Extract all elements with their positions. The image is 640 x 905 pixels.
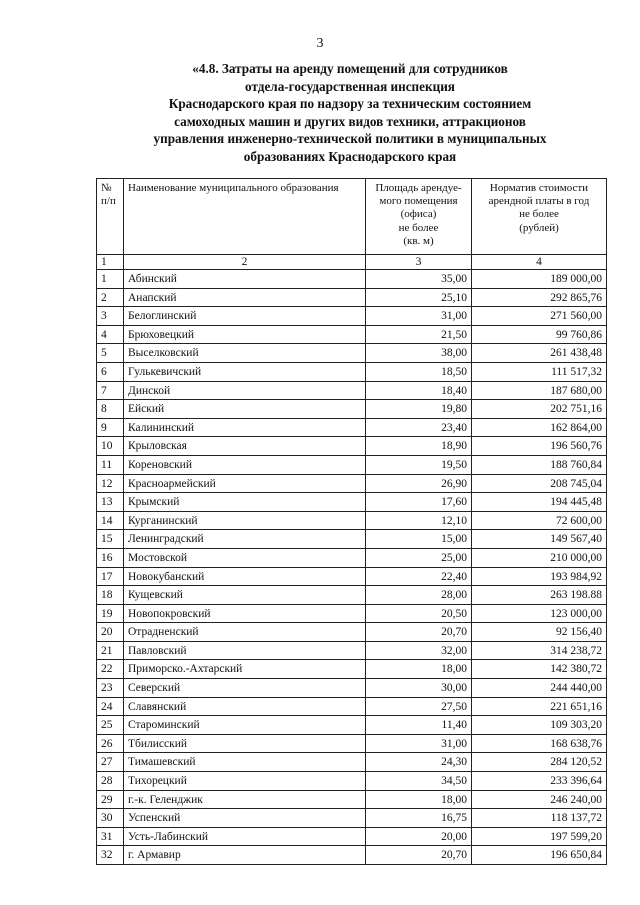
municipality-name: Тихорецкий [124, 772, 366, 791]
rent-norms-table [96, 178, 607, 865]
table-row [97, 734, 607, 753]
area-value: 26,90 [366, 474, 472, 493]
rent-rate-value: 111 517,32 [472, 362, 607, 381]
table-row [97, 846, 607, 865]
row-number: 16 [97, 548, 124, 567]
rent-rate-value: 314 238,72 [472, 641, 607, 660]
area-value: 18,00 [366, 790, 472, 809]
row-number: 6 [97, 362, 124, 381]
column-index: 1 [97, 255, 124, 270]
table-row [97, 604, 607, 623]
row-number: 2 [97, 288, 124, 307]
row-number: 3 [97, 307, 124, 326]
header-area-line: (кв. м) [403, 234, 434, 247]
rent-rate-value: 246 240,00 [472, 790, 607, 809]
row-number: 12 [97, 474, 124, 493]
row-number: 11 [97, 455, 124, 474]
rent-rate-value: 208 745,04 [472, 474, 607, 493]
area-value: 18,90 [366, 437, 472, 456]
table-row [97, 325, 607, 344]
row-number: 7 [97, 381, 124, 400]
table-row [97, 381, 607, 400]
municipality-name: Кореновский [124, 455, 366, 474]
row-number: 28 [97, 772, 124, 791]
rent-rate-value: 162 864,00 [472, 418, 607, 437]
header-rent-rate [472, 179, 607, 255]
area-value: 20,70 [366, 846, 472, 865]
area-value: 19,50 [366, 455, 472, 474]
rent-rate-value: 188 760,84 [472, 455, 607, 474]
rent-rate-value: 233 396,64 [472, 772, 607, 791]
rent-rate-value: 72 600,00 [472, 511, 607, 530]
rent-rate-value: 168 638,76 [472, 734, 607, 753]
document-title [100, 60, 600, 166]
area-value: 20,70 [366, 623, 472, 642]
title-line: отдела-государственная инспекция [245, 78, 455, 94]
rent-rate-value: 123 000,00 [472, 604, 607, 623]
table-row [97, 418, 607, 437]
area-value: 12,10 [366, 511, 472, 530]
area-value: 23,40 [366, 418, 472, 437]
header-rate-line: Норматив стоимости [489, 182, 589, 194]
municipality-name: Приморско.-Ахтарский [124, 660, 366, 679]
row-number: 17 [97, 567, 124, 586]
municipality-name: Павловский [124, 641, 366, 660]
municipality-name: Успенский [124, 809, 366, 828]
header-number [97, 179, 124, 255]
municipality-name: Северский [124, 679, 366, 698]
rent-rate-value: 92 156,40 [472, 623, 607, 642]
row-number: 20 [97, 623, 124, 642]
table-row [97, 493, 607, 512]
header-rate-line: не более [519, 208, 559, 221]
table-row [97, 679, 607, 698]
table-row [97, 697, 607, 716]
municipality-name: Ленинградский [124, 530, 366, 549]
rent-rate-value: 99 760,86 [472, 325, 607, 344]
municipality-name: Крыловская [124, 437, 366, 456]
row-number: 25 [97, 716, 124, 735]
municipality-name: Усть-Лабинский [124, 827, 366, 846]
row-number: 14 [97, 511, 124, 530]
row-number: 9 [97, 418, 124, 437]
header-area-line: не более [398, 221, 439, 234]
table-row [97, 790, 607, 809]
table-row [97, 437, 607, 456]
row-number: 23 [97, 679, 124, 698]
area-value: 11,40 [366, 716, 472, 735]
area-value: 17,60 [366, 493, 472, 512]
municipality-name: Белоглинский [124, 307, 366, 326]
table-body [97, 270, 607, 865]
table-row [97, 474, 607, 493]
area-value: 24,30 [366, 753, 472, 772]
area-value: 30,00 [366, 679, 472, 698]
area-value: 19,80 [366, 400, 472, 419]
row-number: 27 [97, 753, 124, 772]
rent-rate-value: 189 000,00 [472, 270, 607, 289]
area-value: 20,00 [366, 827, 472, 846]
header-rate-line: (рублей) [519, 221, 559, 234]
rent-rate-value: 196 650,84 [472, 846, 607, 865]
page-number: 3 [316, 36, 324, 51]
rent-rate-value: 109 303,20 [472, 716, 607, 735]
column-index: 3 [366, 255, 472, 270]
header-number-line: п/п [101, 195, 116, 208]
area-value: 28,00 [366, 586, 472, 605]
rent-rate-value: 194 445,48 [472, 493, 607, 512]
municipality-name: Анапский [124, 288, 366, 307]
row-number: 18 [97, 586, 124, 605]
area-value: 27,50 [366, 697, 472, 716]
area-value: 31,00 [366, 307, 472, 326]
table-row [97, 623, 607, 642]
rent-rate-value: 118 137,72 [472, 809, 607, 828]
header-area-line: мого помещения [379, 195, 458, 208]
header-number-line: № [101, 182, 112, 194]
row-number: 31 [97, 827, 124, 846]
row-number: 1 [97, 270, 124, 289]
header-area-line: Площадь арендуе- [375, 182, 462, 194]
municipality-name: Крымский [124, 493, 366, 512]
municipality-name: Динской [124, 381, 366, 400]
rent-rate-value: 284 120,52 [472, 753, 607, 772]
municipality-name: Курганинский [124, 511, 366, 530]
row-number: 30 [97, 809, 124, 828]
municipality-name: Тимашевский [124, 753, 366, 772]
municipality-name: Мостовской [124, 548, 366, 567]
area-value: 21,50 [366, 325, 472, 344]
table-row [97, 660, 607, 679]
table-row [97, 753, 607, 772]
title-line: самоходных машин и других видов техники, аттракционов [174, 113, 526, 129]
area-value: 32,00 [366, 641, 472, 660]
area-value: 38,00 [366, 344, 472, 363]
row-number: 13 [97, 493, 124, 512]
municipality-name: Красноармейский [124, 474, 366, 493]
municipality-name: Отрадненский [124, 623, 366, 642]
rent-rate-value: 149 567,40 [472, 530, 607, 549]
row-number: 8 [97, 400, 124, 419]
rent-rate-value: 292 865,76 [472, 288, 607, 307]
municipality-name: Славянский [124, 697, 366, 716]
municipality-name: Выселковский [124, 344, 366, 363]
table-row [97, 586, 607, 605]
area-value: 15,00 [366, 530, 472, 549]
municipality-name: Староминский [124, 716, 366, 735]
rent-rate-value: 210 000,00 [472, 548, 607, 567]
table-row [97, 809, 607, 828]
municipality-name: Брюховецкий [124, 325, 366, 344]
table-row [97, 548, 607, 567]
table-row [97, 567, 607, 586]
area-value: 18,50 [366, 362, 472, 381]
area-value: 18,00 [366, 660, 472, 679]
area-value: 25,10 [366, 288, 472, 307]
table-row [97, 307, 607, 326]
rent-rate-value: 197 599,20 [472, 827, 607, 846]
municipality-name: г. Армавир [124, 846, 366, 865]
row-number: 32 [97, 846, 124, 865]
rent-rate-value: 196 560,76 [472, 437, 607, 456]
rent-rate-value: 221 651,16 [472, 697, 607, 716]
table-row [97, 827, 607, 846]
table-row [97, 772, 607, 791]
table-header-row [97, 179, 607, 255]
header-area-line: (офиса) [400, 208, 437, 221]
table-row [97, 344, 607, 363]
row-number: 26 [97, 734, 124, 753]
title-line: образованиях Краснодарского края [243, 148, 457, 164]
area-value: 35,00 [366, 270, 472, 289]
municipality-name: Абинский [124, 270, 366, 289]
column-index: 4 [472, 255, 607, 270]
municipality-name: Гулькевичский [124, 362, 366, 381]
municipality-name: Калининский [124, 418, 366, 437]
municipality-name: Новопокровский [124, 604, 366, 623]
row-number: 10 [97, 437, 124, 456]
column-index: 2 [124, 255, 366, 270]
rent-rate-value: 271 560,00 [472, 307, 607, 326]
municipality-name: Ейский [124, 400, 366, 419]
row-number: 21 [97, 641, 124, 660]
row-number: 22 [97, 660, 124, 679]
rent-rate-value: 202 751,16 [472, 400, 607, 419]
area-value: 25,00 [366, 548, 472, 567]
row-number: 4 [97, 325, 124, 344]
table-row [97, 288, 607, 307]
area-value: 22,40 [366, 567, 472, 586]
column-index-row [97, 255, 607, 270]
table-row [97, 362, 607, 381]
row-number: 15 [97, 530, 124, 549]
municipality-name: г.-к. Геленджик [124, 790, 366, 809]
table-row [97, 400, 607, 419]
table-row [97, 716, 607, 735]
table-row [97, 270, 607, 289]
municipality-name: Кущевский [124, 586, 366, 605]
row-number: 24 [97, 697, 124, 716]
rent-rate-value: 244 440,00 [472, 679, 607, 698]
rent-rate-value: 142 380,72 [472, 660, 607, 679]
table-row [97, 530, 607, 549]
area-value: 31,00 [366, 734, 472, 753]
municipality-name: Тбилисский [124, 734, 366, 753]
area-value: 34,50 [366, 772, 472, 791]
table-row [97, 455, 607, 474]
rent-rate-value: 261 438,48 [472, 344, 607, 363]
header-rate-line: арендной платы в год [488, 195, 590, 208]
row-number: 19 [97, 604, 124, 623]
table-row [97, 641, 607, 660]
rent-rate-value: 193 984,92 [472, 567, 607, 586]
title-line: управления инженерно-технической политики в муниципальных [153, 131, 547, 147]
area-value: 20,50 [366, 604, 472, 623]
row-number: 29 [97, 790, 124, 809]
row-number: 5 [97, 344, 124, 363]
header-area [366, 179, 472, 255]
municipality-name: Новокубанский [124, 567, 366, 586]
title-line: Краснодарского края по надзору за техническим состоянием [168, 96, 532, 112]
title-line: «4.8. Затраты на аренду помещений для сотрудников [192, 61, 508, 76]
rent-rate-value: 187 680,00 [472, 381, 607, 400]
rent-rate-value: 263 198.88 [472, 586, 607, 605]
area-value: 16,75 [366, 809, 472, 828]
table-row [97, 511, 607, 530]
header-municipality: Наименование муниципального образования [124, 179, 366, 255]
area-value: 18,40 [366, 381, 472, 400]
